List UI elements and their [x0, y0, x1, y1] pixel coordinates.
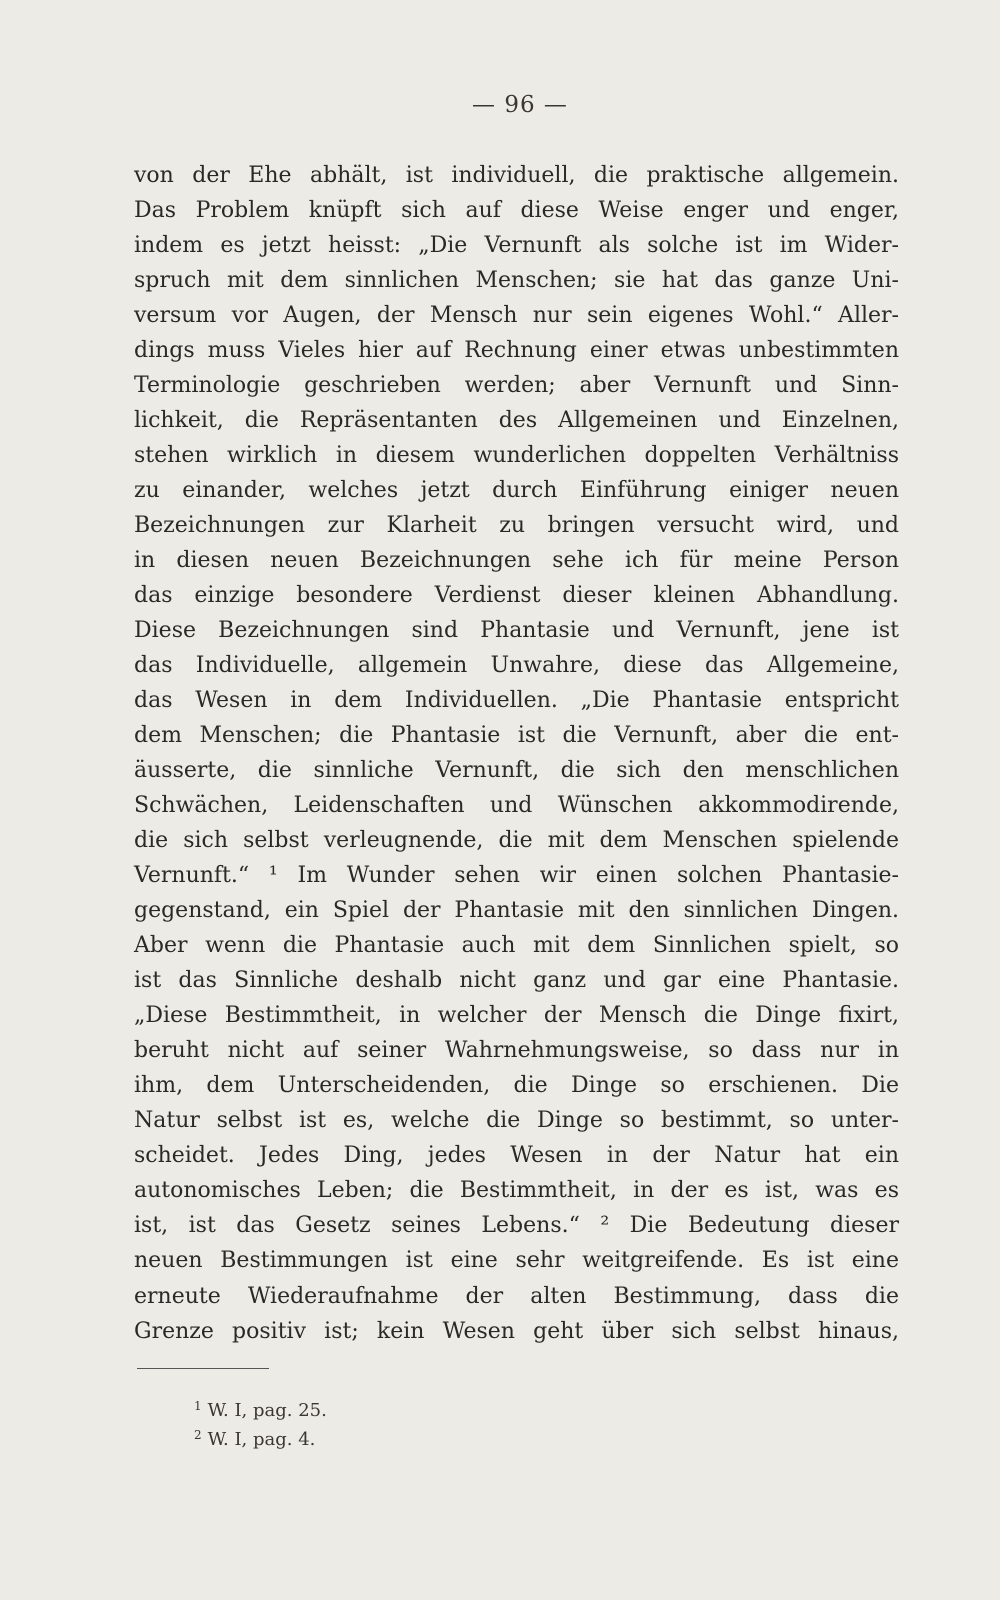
footnote-separator: [137, 1368, 269, 1369]
text-line: das Individuelle, allgemein Unwahre, diese das Allgemeine,: [134, 653, 899, 679]
text-line: in diesen neuen Bezeichnungen sehe ich für meine Person: [134, 548, 899, 574]
text-line: Vernunft.“ ¹ Im Wunder sehen wir einen solchen Phantasie-: [134, 863, 899, 889]
text-line: dem Menschen; die Phantasie ist die Vernunft, aber die ent-: [134, 723, 899, 749]
text-line: das Wesen in dem Individuellen. „Die Phantasie entspricht: [134, 688, 899, 714]
text-line: Bezeichnungen zur Klarheit zu bringen versucht wird, und: [134, 513, 899, 539]
text-line: Schwächen, Leidenschaften und Wünschen akkommodirende,: [134, 793, 899, 819]
text-line: Aber wenn die Phantasie auch mit dem Sinnlichen spielt, so: [134, 933, 899, 959]
text-line: ist, ist das Gesetz seines Lebens.“ ² Die Bedeutung dieser: [134, 1213, 899, 1239]
footnote: [194, 1421, 327, 1450]
text-line: Das Problem knüpft sich auf diese Weise enger und enger,: [134, 198, 899, 224]
text-line: erneute Wiederaufnahme der alten Bestimmung, dass die: [134, 1283, 899, 1309]
page-number: — 96 —: [472, 92, 568, 118]
text-line: dings muss Vieles hier auf Rechnung einer etwas unbestimmten: [134, 338, 899, 364]
text-line: Terminologie geschrieben werden; aber Vernunft und Sinn-: [134, 373, 899, 399]
text-line: gegenstand, ein Spiel der Phantasie mit den sinnlichen Dingen.: [134, 898, 899, 924]
text-line: zu einander, welches jetzt durch Einführung einiger neuen: [134, 478, 899, 504]
text-line: ist das Sinnliche deshalb nicht ganz und gar eine Phantasie.: [134, 968, 899, 994]
text-line: spruch mit dem sinnlichen Menschen; sie hat das ganze Uni-: [134, 268, 899, 294]
text-line: stehen wirklich in diesem wunderlichen doppelten Verhältniss: [134, 443, 899, 469]
text-line: das einzige besondere Verdienst dieser kleinen Abhandlung.: [134, 583, 899, 609]
text-line: beruht nicht auf seiner Wahrnehmungsweise, so dass nur in: [134, 1038, 899, 1064]
text-line: Grenze positiv ist; kein Wesen geht über sich selbst hinaus,: [134, 1318, 899, 1344]
text-line: die sich selbst verleugnende, die mit dem Menschen spielende: [134, 828, 899, 854]
body-text: [134, 158, 899, 1349]
footnote-text: W. I, pag. 4.: [207, 1429, 316, 1450]
text-line: scheidet. Jedes Ding, jedes Wesen in der Natur hat ein: [134, 1143, 899, 1169]
text-line: Natur selbst ist es, welche die Dinge so bestimmt, so unter-: [134, 1108, 899, 1134]
text-line: ihm, dem Unterscheidenden, die Dinge so erschienen. Die: [134, 1073, 899, 1099]
text-line: äusserte, die sinnliche Vernunft, die sich den menschlichen: [134, 758, 899, 784]
text-line: autonomisches Leben; die Bestimmtheit, in der es ist, was es: [134, 1178, 899, 1204]
footnote-marker: 1: [194, 1399, 202, 1413]
text-line: „Diese Bestimmtheit, in welcher der Mensch die Dinge fixirt,: [134, 1003, 899, 1029]
footnote: [194, 1392, 327, 1421]
footnote-text: W. I, pag. 25.: [207, 1400, 327, 1421]
text-line: neuen Bestimmungen ist eine sehr weitgreifende. Es ist eine: [134, 1248, 899, 1274]
text-line: von der Ehe abhält, ist individuell, die praktische allgemein.: [134, 163, 899, 188]
footnote-marker: 2: [194, 1428, 202, 1442]
text-line: indem es jetzt heisst: „Die Vernunft als solche ist im Wider-: [134, 233, 899, 259]
text-line: Diese Bezeichnungen sind Phantasie und Vernunft, jene ist: [134, 618, 899, 644]
footnotes: [194, 1392, 327, 1450]
text-line: lichkeit, die Repräsentanten des Allgemeinen und Einzelnen,: [134, 408, 899, 434]
text-line: versum vor Augen, der Mensch nur sein eigenes Wohl.“ Aller-: [134, 303, 899, 329]
